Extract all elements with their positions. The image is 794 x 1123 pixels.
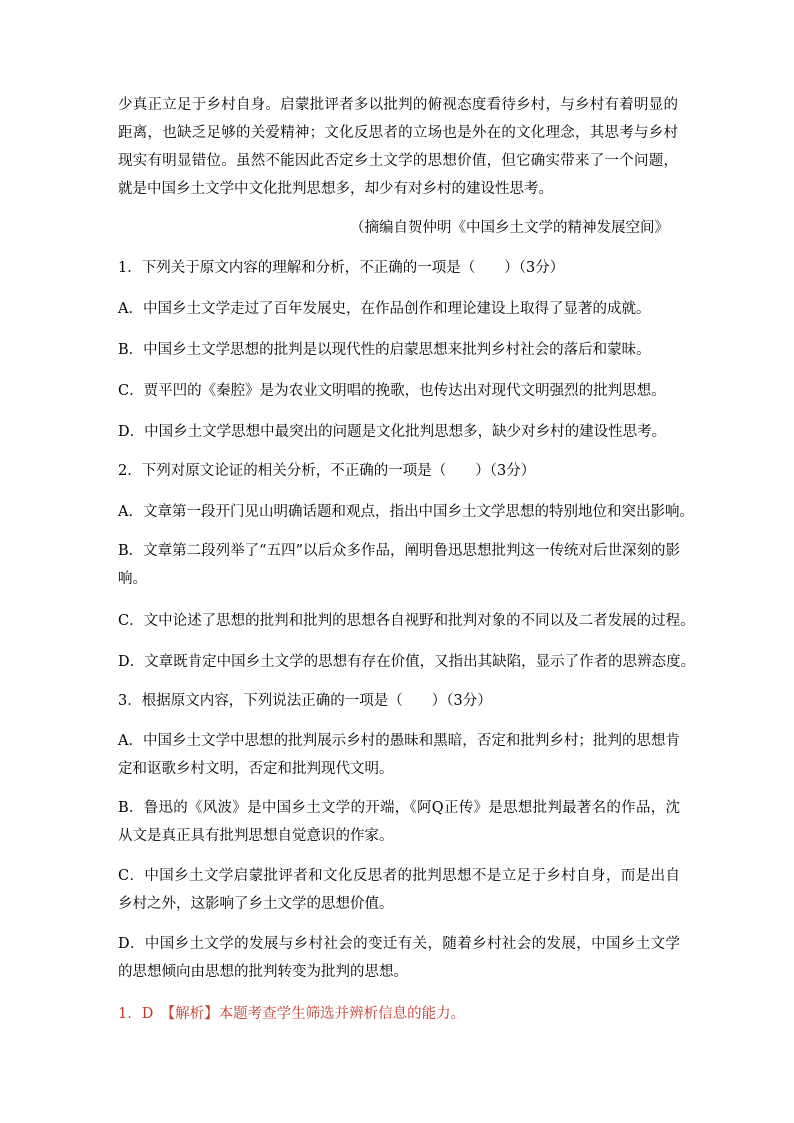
question-1-stem: 1．下列关于原文内容的理解和分析，不正确的一项是（ ）（3分） [118,260,565,276]
question-3-option-b: B．鲁迅的《风波》是中国乡土文学的开端，《阿Q正传》是思想批判最著名的作品，沈从文是真正具有批判思想自觉意识的作家。 [118,800,680,844]
question-2-option-c: C．文中论述了思想的批判和批判的思想各自视野和批判对象的不同以及二者发展的过程。 [118,613,695,629]
question-3-option-d: D．中国乡土文学的发展与乡村社会的变迁有关，随着乡村社会的发展，中国乡土文学的思想倾向由思想的批判转变为批判的思想。 [118,936,680,980]
question-2-option-d: D．文章既肯定中国乡土文学的思想有存在价值，又指出其缺陷，显示了作者的思辨态度。 [118,654,696,670]
question-2-option-a: A．文章第一段开门见山明确话题和观点，指出中国乡土文学思想的特别地位和突出影响。 [118,504,694,520]
answer-explanation: 1．D 【解析】本题考查学生筛选并辨析信息的能力。 [118,1006,466,1022]
question-1-option-b: B．中国乡土文学思想的批判是以现代性的启蒙思想来批判乡村社会的落后和蒙昧。 [118,342,651,358]
passage-source: （摘编自贺仲明《中国乡土文学的精神发展空间》 [350,220,669,236]
passage-paragraph: 少真正立足于乡村自身。启蒙批评者多以批判的俯视态度看待乡村，与乡村有着明显的距离，也缺乏足够的关爱精神；文化反思者的立场也是外在的文化理念，其思考与乡村现实有明显错位。虽然不能因此否定乡土文学的思想价值，但它确实带来了一个问题，就是中国乡土文学中文化批判思想多，却少有对乡村的建设性思考。 [118,97,678,197]
question-3-stem: 3．根据原文内容，下列说法正确的一项是（ ）（3分） [118,693,492,709]
question-2-option-b: B．文章第二段列举了“五四”以后众多作品，阐明鲁迅思想批判这一传统对后世深刻的影响。 [118,543,680,587]
question-1-option-d: D．中国乡土文学思想中最突出的问题是文化批判思想多，缺少对乡村的建设性思考。 [118,424,667,440]
question-1-option-c: C．贾平凹的《秦腔》是为农业文明唱的挽歌，也传达出对现代文明强烈的批判思想。 [118,383,666,399]
question-1-option-a: A．中国乡土文学走过了百年发展史，在作品创作和理论建设上取得了显著的成就。 [118,301,651,317]
question-3-option-a: A．中国乡土文学中思想的批判展示乡村的愚昧和黑暗，否定和批判乡村；批判的思想肯定和讴歌乡村文明，否定和批判现代文明。 [118,733,680,777]
question-3-option-c: C．中国乡土文学启蒙批评者和文化反思者的批判思想不是立足于乡村自身，而是出自乡村之外，这影响了乡土文学的思想价值。 [118,868,680,912]
question-2-stem: 2．下列对原文论证的相关分析，不正确的一项是（ ）（3分） [118,463,536,479]
